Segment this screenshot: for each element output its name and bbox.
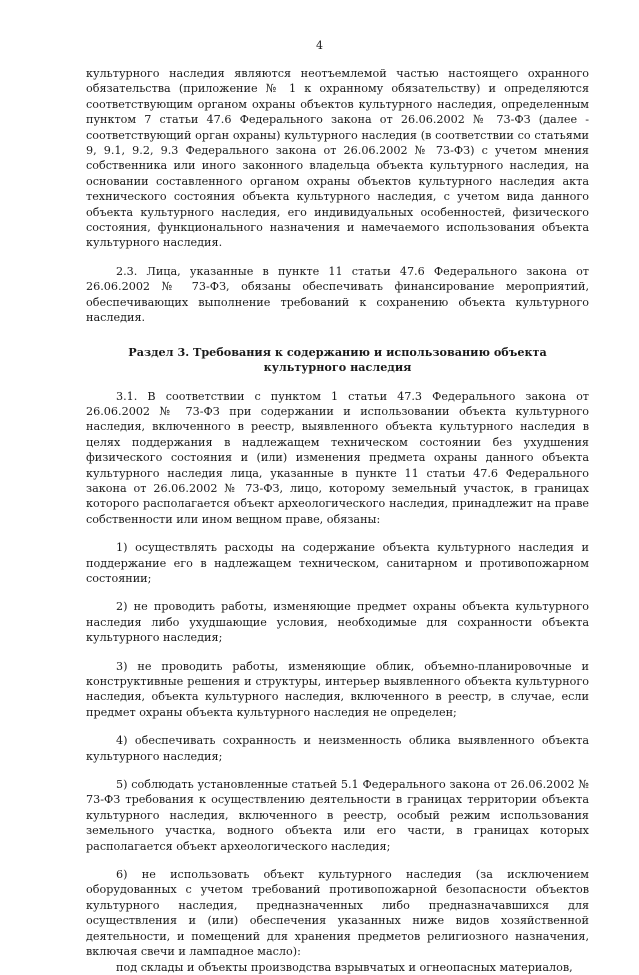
list-item-5: 5) соблюдать установленные статьей 5.1 Федерального закона от 26.06.2002 № 73-ФЗ требования к осуществлению деятельности в границах территории объекта культурного наследия, включенного в реестр, особый режим использования земельного участка, водного объекта или его части, в границах которых располагается объект археологического наследия; <box>86 778 589 853</box>
document-body <box>86 66 589 975</box>
section-heading: Раздел 3. Требования к содержанию и использованию объекта культурного наследия <box>128 344 547 374</box>
paragraph-3-1: 3.1. В соответствии с пунктом 1 статьи 47.3 Федерального закона от 26.06.2002 № 73-ФЗ при содержании и использовании объекта культурного наследия, включенного в реестр, выявленного объекта культурного наследия в целях поддержания в надлежащем техническом состоянии без ухудшения физического состояния и (или) изменения предмета охраны данного объекта культурного наследия лица, указанные в пункте 11 статьи 47.6 Федерального закона от 26.06.2002 № 73-ФЗ, лицо, которому земельный участок, в границах которого располагается объект археологического наследия, принадлежит на праве собственности или ином вещном праве, обязаны: <box>86 389 589 526</box>
list-item-4: 4) обеспечивать сохранность и неизменность облика выявленного объекта культурного наследия; <box>86 734 589 763</box>
paragraph-intro: культурного наследия являются неотъемлемой частью настоящего охранного обязательства (приложение № 1 к охранному обязательству) и определяются соответствующим органом охраны объектов культурного наследия, определенным пунктом 7 статьи 47.6 Федерального закона от 26.06.2002 № 73-ФЗ (далее - соответствующий орган охраны) культурного наследия (в соответствии со статьями 9, 9.1, 9.2, 9.3 Федерального закона от 26.06.2002 № 73-ФЗ) с учетом мнения собственника или иного законного владельца объекта культурного наследия, на основании составленного органом охраны объектов культурного наследия акта технического состояния объекта культурного наследия, с учетом вида данного объекта культурного наследия, его индивидуальных особенностей, физического состояния, функционального назначения и намечаемого использования объекта культурного наследия. <box>86 67 589 250</box>
paragraph-2-3: 2.3. Лица, указанные в пункте 11 статьи 47.6 Федерального закона от 26.06.2002 № 73-ФЗ, обязаны обеспечивать финансирование мероприятий, обеспечивающих выполнение требований к сохранению объекта культурного наследия. <box>86 264 589 325</box>
list-item-3: 3) не проводить работы, изменяющие облик, объемно-планировочные и конструктивные решения и структуры, интерьер выявленного объекта культурного наследия, объекта культурного наследия, включенного в реестр, в случае, если предмет охраны объекта культурного наследия не определен; <box>86 659 589 719</box>
list-item-6: 6) не использовать объект культурного наследия (за исключением оборудованных с учетом требований противопожарной безопасности объектов культурного наследия, предназначенных либо предназначавшихся для осуществления и (или) обеспечения указанных ниже видов хозяйственной деятельности, и помещений для хранения предметов религиозного назначения, включая свечи и лампадное масло): <box>86 868 589 959</box>
list-item-2: 2) не проводить работы, изменяющие предмет охраны объекта культурного наследия либо ухудшающие условия, необходимые для сохранности объекта культурного наследия; <box>86 600 589 645</box>
list-item-1: 1) осуществлять расходы на содержание объекта культурного наследия и поддержание его в надлежащем техническом, санитарном и противопожарном состоянии; <box>86 541 589 585</box>
page-number: 4 <box>316 39 323 52</box>
sub-item: под склады и объекты производства взрывчатых и огнеопасных материалов, <box>116 960 573 974</box>
